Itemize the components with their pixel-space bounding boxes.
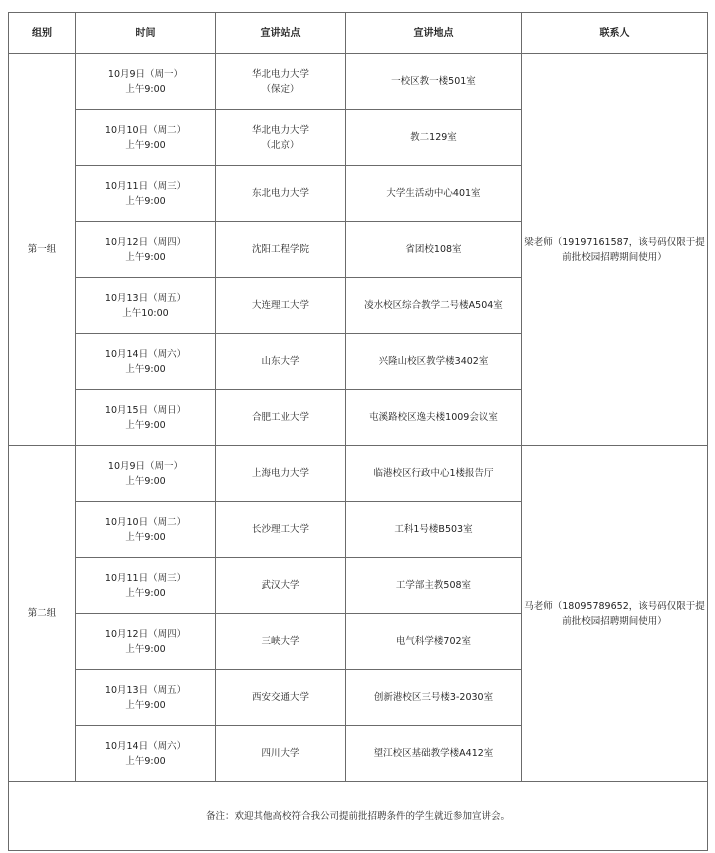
note-text: 备注：欢迎其他高校符合我公司提前批招聘条件的学生就近参加宣讲会。 (9, 782, 708, 851)
note-row (9, 782, 708, 851)
header-venue: 宣讲地点 (346, 13, 522, 54)
header-row (9, 13, 708, 54)
hour-text: 上午9:00 (125, 251, 166, 263)
date-text: 10月14日（周六） (104, 740, 187, 752)
header-time: 时间 (76, 13, 216, 54)
site-cell (216, 558, 346, 614)
site-cell (216, 110, 346, 166)
site-cell (216, 502, 346, 558)
time-cell (76, 54, 216, 110)
venue-cell: 电气科学楼702室 (346, 614, 522, 670)
time-cell (76, 110, 216, 166)
site-name: 合肥工业大学 (251, 412, 309, 423)
date-text: 10月10日（周二） (104, 516, 187, 528)
hour-text: 上午9:00 (125, 83, 166, 95)
time-cell (76, 222, 216, 278)
date-text: 10月12日（周四） (104, 236, 187, 248)
hour-text: 上午9:00 (125, 419, 166, 431)
site-cell (216, 446, 346, 502)
time-cell (76, 670, 216, 726)
table-row (9, 446, 708, 502)
header-contact: 联系人 (522, 13, 708, 54)
date-text: 10月10日（周二） (104, 124, 187, 136)
hour-text: 上午9:00 (125, 699, 166, 711)
site-name: 西安交通大学 (251, 692, 309, 703)
hour-text: 上午9:00 (125, 475, 166, 487)
site-cell (216, 334, 346, 390)
date-text: 10月11日（周三） (104, 572, 187, 584)
venue-cell: 临港校区行政中心1楼报告厅 (346, 446, 522, 502)
time-cell (76, 166, 216, 222)
time-cell (76, 726, 216, 782)
group-name: 第二组 (9, 446, 76, 782)
venue-cell: 省团校108室 (346, 222, 522, 278)
site-cell (216, 614, 346, 670)
date-text: 10月9日（周一） (107, 68, 184, 80)
date-text: 10月13日（周五） (104, 292, 187, 304)
time-cell (76, 502, 216, 558)
venue-cell: 兴隆山校区教学楼3402室 (346, 334, 522, 390)
hour-text: 上午9:00 (125, 531, 166, 543)
site-cell (216, 222, 346, 278)
site-name: 武汉大学 (261, 580, 300, 591)
contact-cell: 马老师（18095789652，该号码仅限于提前批校园招聘期间使用） (522, 446, 708, 782)
date-text: 10月14日（周六） (104, 348, 187, 360)
venue-cell: 大学生活动中心401室 (346, 166, 522, 222)
hour-text: 上午9:00 (125, 587, 166, 599)
site-name: 上海电力大学 (251, 468, 309, 479)
schedule-table (8, 12, 708, 851)
hour-text: 上午10:00 (122, 307, 169, 319)
time-cell (76, 334, 216, 390)
time-cell (76, 558, 216, 614)
date-text: 10月13日（周五） (104, 684, 187, 696)
site-cell (216, 54, 346, 110)
date-text: 10月12日（周四） (104, 628, 187, 640)
table-row (9, 54, 708, 110)
site-name: 长沙理工大学 (251, 524, 309, 535)
contact-cell: 梁老师（19197161587，该号码仅限于提前批校园招聘期间使用） (522, 54, 708, 446)
site-cell (216, 390, 346, 446)
site-name: 四川大学 (261, 748, 300, 759)
header-site: 宣讲站点 (216, 13, 346, 54)
site-cell (216, 726, 346, 782)
venue-cell: 创新港校区三号楼3-2030室 (346, 670, 522, 726)
time-cell (76, 446, 216, 502)
venue-cell: 一校区教一楼501室 (346, 54, 522, 110)
time-cell (76, 614, 216, 670)
site-campus: （保定） (261, 83, 300, 95)
site-name: 华北电力大学 (251, 68, 309, 80)
site-campus: （北京） (261, 139, 300, 151)
site-name: 华北电力大学 (251, 124, 309, 136)
venue-cell: 屯溪路校区逸夫楼1009会议室 (346, 390, 522, 446)
hour-text: 上午9:00 (125, 755, 166, 767)
site-name: 山东大学 (261, 356, 300, 367)
date-text: 10月15日（周日） (104, 404, 187, 416)
date-text: 10月11日（周三） (104, 180, 187, 192)
hour-text: 上午9:00 (125, 195, 166, 207)
venue-cell: 凌水校区综合教学二号楼A504室 (346, 278, 522, 334)
site-name: 大连理工大学 (251, 300, 309, 311)
group-name: 第一组 (9, 54, 76, 446)
time-cell (76, 278, 216, 334)
venue-cell: 望江校区基础教学楼A412室 (346, 726, 522, 782)
venue-cell: 工科1号楼B503室 (346, 502, 522, 558)
site-name: 沈阳工程学院 (251, 244, 309, 255)
date-text: 10月9日（周一） (107, 460, 184, 472)
site-cell (216, 670, 346, 726)
venue-cell: 教二129室 (346, 110, 522, 166)
site-cell (216, 278, 346, 334)
header-group: 组别 (9, 13, 76, 54)
site-name: 三峡大学 (261, 636, 300, 647)
hour-text: 上午9:00 (125, 363, 166, 375)
venue-cell: 工学部主教508室 (346, 558, 522, 614)
site-cell (216, 166, 346, 222)
time-cell (76, 390, 216, 446)
hour-text: 上午9:00 (125, 139, 166, 151)
hour-text: 上午9:00 (125, 643, 166, 655)
schedule-body (9, 54, 708, 782)
site-name: 东北电力大学 (251, 188, 309, 199)
